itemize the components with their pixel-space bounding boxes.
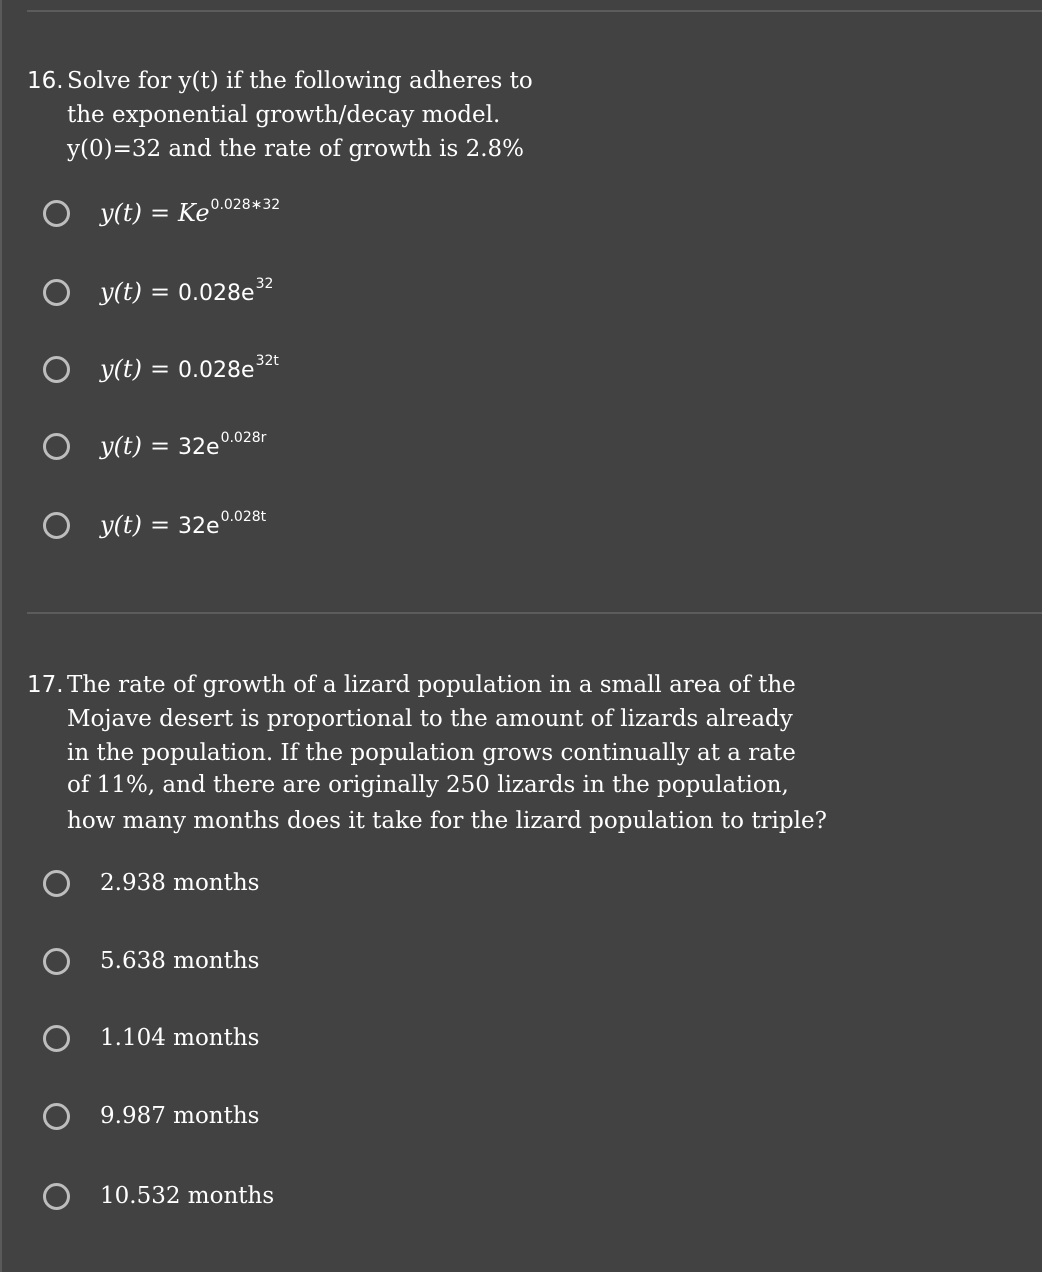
option-formula: $y(t) = 0.028e^{32}$ <box>100 276 274 306</box>
radio-button-icon[interactable] <box>43 356 70 383</box>
option-label: 9.987 months <box>100 1103 260 1129</box>
radio-button-icon[interactable] <box>43 1103 70 1130</box>
radio-button-icon[interactable] <box>43 433 70 460</box>
option-formula: $y(t) = 0.028e^{32t}$ <box>100 353 279 383</box>
answer-option[interactable] <box>43 865 259 901</box>
question-text-line: the exponential growth/decay model. <box>67 102 501 128</box>
panel-left-border <box>0 0 2 1272</box>
question-divider <box>27 612 1042 614</box>
option-label: 5.638 months <box>100 948 260 974</box>
question-number: 17. <box>27 672 64 698</box>
question-text-line: Solve for y(t) if the following adheres to <box>67 68 533 94</box>
radio-button-icon[interactable] <box>43 279 70 306</box>
answer-option[interactable] <box>43 195 280 231</box>
radio-button-icon[interactable] <box>43 1183 70 1210</box>
question-text-line: in the population. If the population grows continually at a rate <box>67 740 796 766</box>
radio-button-icon[interactable] <box>43 512 70 539</box>
question-number: 16. <box>27 68 64 94</box>
top-divider <box>27 10 1042 12</box>
option-formula: $y(t) = 32e^{0.028r}$ <box>100 430 267 460</box>
question-text-line: The rate of growth of a lizard population in a small area of the <box>67 672 796 698</box>
question-text-line: of 11%, and there are originally 250 lizards in the population, <box>67 772 789 798</box>
option-label: 2.938 months <box>100 870 260 896</box>
option-formula: $y(t) = Ke^{0.028∗32}$ <box>100 197 281 227</box>
radio-button-icon[interactable] <box>43 1025 70 1052</box>
answer-option[interactable] <box>43 351 279 387</box>
question-text-line: y(0)=32 and the rate of growth is 2.8% <box>67 136 525 162</box>
radio-button-icon[interactable] <box>43 870 70 897</box>
answer-option[interactable] <box>43 1098 259 1134</box>
answer-option[interactable] <box>43 1178 274 1214</box>
answer-option[interactable] <box>43 507 266 543</box>
option-label: 1.104 months <box>100 1025 260 1051</box>
radio-button-icon[interactable] <box>43 948 70 975</box>
option-formula: $y(t) = 32e^{0.028t}$ <box>100 509 267 539</box>
radio-button-icon[interactable] <box>43 200 70 227</box>
answer-option[interactable] <box>43 274 273 310</box>
answer-option[interactable] <box>43 943 259 979</box>
question-text-line: Mojave desert is proportional to the amount of lizards already <box>67 706 793 732</box>
answer-option[interactable] <box>43 428 266 464</box>
option-label: 10.532 months <box>100 1183 275 1209</box>
question-text-line: how many months does it take for the lizard population to triple? <box>67 808 827 834</box>
answer-option[interactable] <box>43 1020 259 1056</box>
